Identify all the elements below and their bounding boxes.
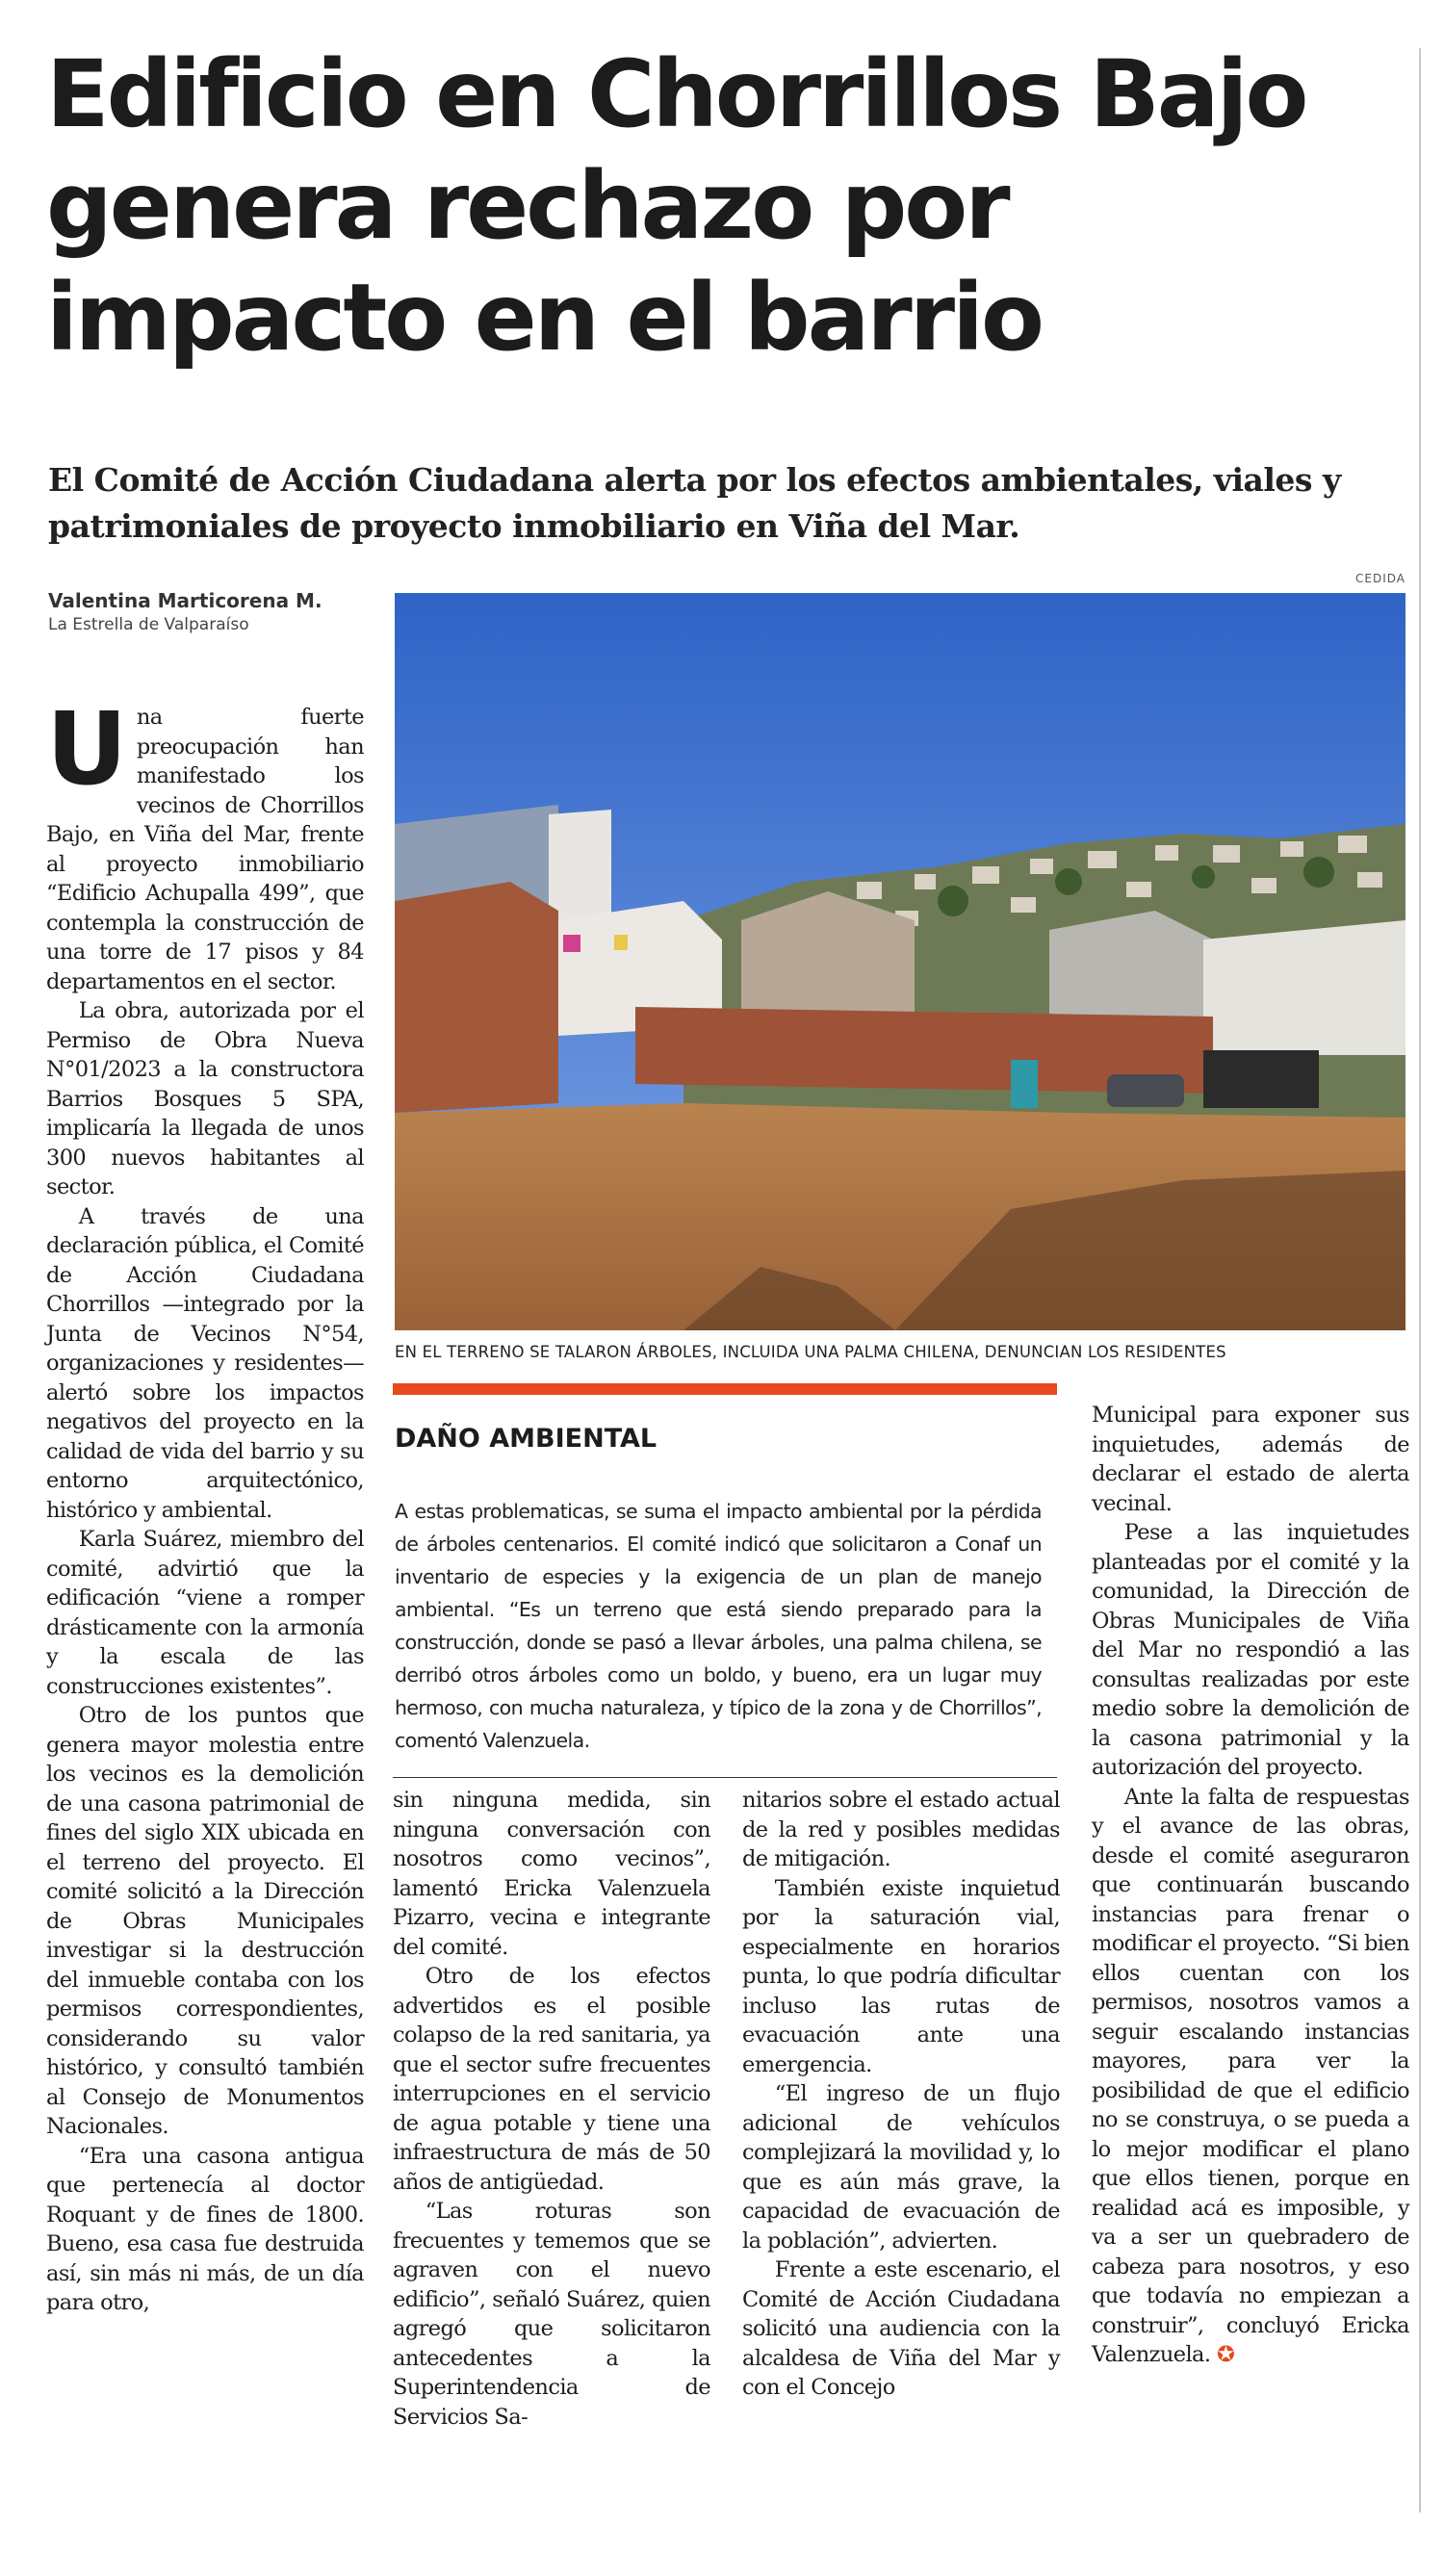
body-column-3 xyxy=(742,1786,1060,2403)
headline: Edificio en Chorrillos Bajo genera rechazo por impacto en el barrio xyxy=(46,40,1306,372)
construction-site-photo xyxy=(395,593,1405,1330)
dark-structure xyxy=(1203,1050,1319,1108)
body-paragraph: “Las roturas son frecuentes y tememos que se agraven con el nuevo edificio”, señaló Suárez, quien agregó que solicitaron antecedentes a la Superintendencia de Servicios Sa- xyxy=(393,2199,710,2430)
brick-building xyxy=(395,882,558,1113)
house-window-pink xyxy=(563,935,580,952)
page-edge-rule xyxy=(1419,48,1421,2512)
body-paragraph: sin ninguna medida, sin ninguna conversación con nosotros como vecinos”, lamentó Ericka Valenzuela Pizarro, vecina e integrante del comité. xyxy=(393,1788,710,1960)
body-paragraph: “Era una casona antigua que pertenecía al doctor Roquant y de fines de 1800. Bueno, esa casa fue destruida así, sin más ni más, de un día para otro, xyxy=(46,2143,364,2315)
photo-caption: EN EL TERRENO SE TALARON ÁRBOLES, INCLUIDA UNA PALMA CHILENA, DENUNCIAN LOS RESIDENTES xyxy=(395,1343,1226,1361)
body-paragraph xyxy=(1092,1783,1409,2370)
body-paragraph: A través de una declaración pública, el Comité de Acción Ciudadana Chorrillos —integrado por la Junta de Vecinos N°54, organizaciones y residentes— alertó sobre los impactos negativos del proyecto en la calidad de vida del barrio y su entorno arquitectónico, histórico y ambiental. xyxy=(46,1203,364,1523)
author-name: Valentina Marticorena M. xyxy=(48,589,322,612)
body-column-4 xyxy=(1092,1401,1409,2370)
body-paragraph: Otro de los puntos que genera mayor molestia entre los vecinos es la demolición de una casona patrimonial de fines del siglo XIX ubicada en el terreno del proyecto. El comité solicitó a la Dirección de Obras Municipales investigar si la destrucción del inmueble contaba con los permisos correspondientes, considerando su valor histórico, y consultó también al Consejo de Monumentos Nacionales. xyxy=(46,1703,364,2139)
byline xyxy=(48,588,322,636)
body-paragraph: Frente a este escenario, el Comité de Acción Ciudadana solicitó una audiencia con la alcaldesa de Viña del Mar y con el Concejo xyxy=(742,2257,1060,2400)
body-paragraph: “El ingreso de un flujo adicional de vehículos complejizará la movilidad y, lo que es aún más grave, la capacidad de evacuación de la población”, advierten. xyxy=(742,2081,1060,2254)
body-paragraph: La obra, autorizada por el Permiso de Obra Nueva N°01/2023 a la constructora Barrios Bosques 5 SPA, implicaría la llegada de unos 300 nuevos habitantes al sector. xyxy=(46,998,364,1199)
end-mark-icon: ✪ xyxy=(1217,2342,1235,2367)
body-paragraph: Pese a las inquietudes planteadas por el comité y la comunidad, la Dirección de Obras Municipales de Viña del Mar no respondió a las consultas realizadas por este medio sobre la demolición de la casona patrimonial y la autorización del proyecto. xyxy=(1092,1520,1409,1780)
body-column-1 xyxy=(46,690,364,2318)
body-column-2 xyxy=(393,1786,710,2432)
box-bottom-rule xyxy=(393,1777,1057,1778)
body-paragraph: Otro de los efectos advertidos es el posible colapso de la red sanitaria, ya que el sector sufre frecuentes interrupciones en el servicio de agua potable y tiene una infraestructura de más de 50 años de antigüedad. xyxy=(393,1964,710,2195)
box-text: A estas problematicas, se suma el impacto ambiental por la pérdida de árboles centenarios. El comité indicó que solicitaron a Conaf un inventario de especies y la exigencia de un plan de manejo ambiental. “Es un terreno que está siendo preparado para la construcción, donde se pasó a llevar árboles, una palma chilena, se derribó otros árboles como un boldo, y bueno, era un lugar muy hermoso, con mucha naturaleza, y típico de la zona y de Chorrillos”, comentó Valenzuela. xyxy=(395,1500,1042,1752)
box-title: DAÑO AMBIENTAL xyxy=(395,1424,658,1454)
photo-illustration xyxy=(395,593,1405,1330)
outlet-name: La Estrella de Valparaíso xyxy=(48,615,249,634)
body-paragraph: Municipal para exponer sus inquietudes, además de declarar el estado de alerta vecinal. xyxy=(1092,1403,1409,1516)
deck-subtitle: El Comité de Acción Ciudadana alerta por los efectos ambientales, viales y patrimoniales de proyecto inmobiliario en Viña del Mar. xyxy=(48,461,1341,545)
body-paragraph: Karla Suárez, miembro del comité, advirtió que la edificación “viene a romper drásticamente con la armonía y la escala de las construcciones existentes”. xyxy=(46,1527,364,1699)
body-paragraph: También existe inquietud por la saturación vial, especialmente en horarios punta, lo que podría dificultar incluso las rutas de evacuación ante una emergencia. xyxy=(742,1875,1060,2077)
body-paragraph: nitarios sobre el estado actual de la red y posibles medidas de mitigación. xyxy=(742,1788,1060,1871)
parked-car xyxy=(1107,1074,1184,1107)
photo-credit: CEDIDA xyxy=(1355,572,1405,585)
white-house-right xyxy=(1203,920,1405,1055)
body-paragraph: Una fuerte preocupación han manifestado los vecinos de Chorrillos Bajo, en Viña del Mar, frente al proyecto inmobiliario “Edificio Achupalla 499”, que contempla la construcción de una torre de 17 pisos y 84 departamentos en el sector. xyxy=(46,690,364,994)
drop-cap: U xyxy=(46,690,127,808)
box-accent-bar xyxy=(393,1383,1057,1395)
final-paragraph-text: Ante la falta de respuestas y el avance de las obras, desde el comité aseguraron que continuarán buscando instancias para frenar o modificar el proyecto. “Si bien ellos cuentan con los permisos, nosotros vamos a seguir escalando instancias mayores, para ver la posibilidad de que el edificio no se construya, o se pueda a lo mejor modificar el plano que ellos tienen, porque en realidad acá es imposible, y va a ser un quebradero de cabeza para nosotros, y eso que todavía no empiezan a construir”, concluyó Ericka Valenzuela. xyxy=(1092,1784,1409,2367)
portable-toilet xyxy=(1011,1060,1038,1108)
house-window-yellow xyxy=(614,935,628,950)
